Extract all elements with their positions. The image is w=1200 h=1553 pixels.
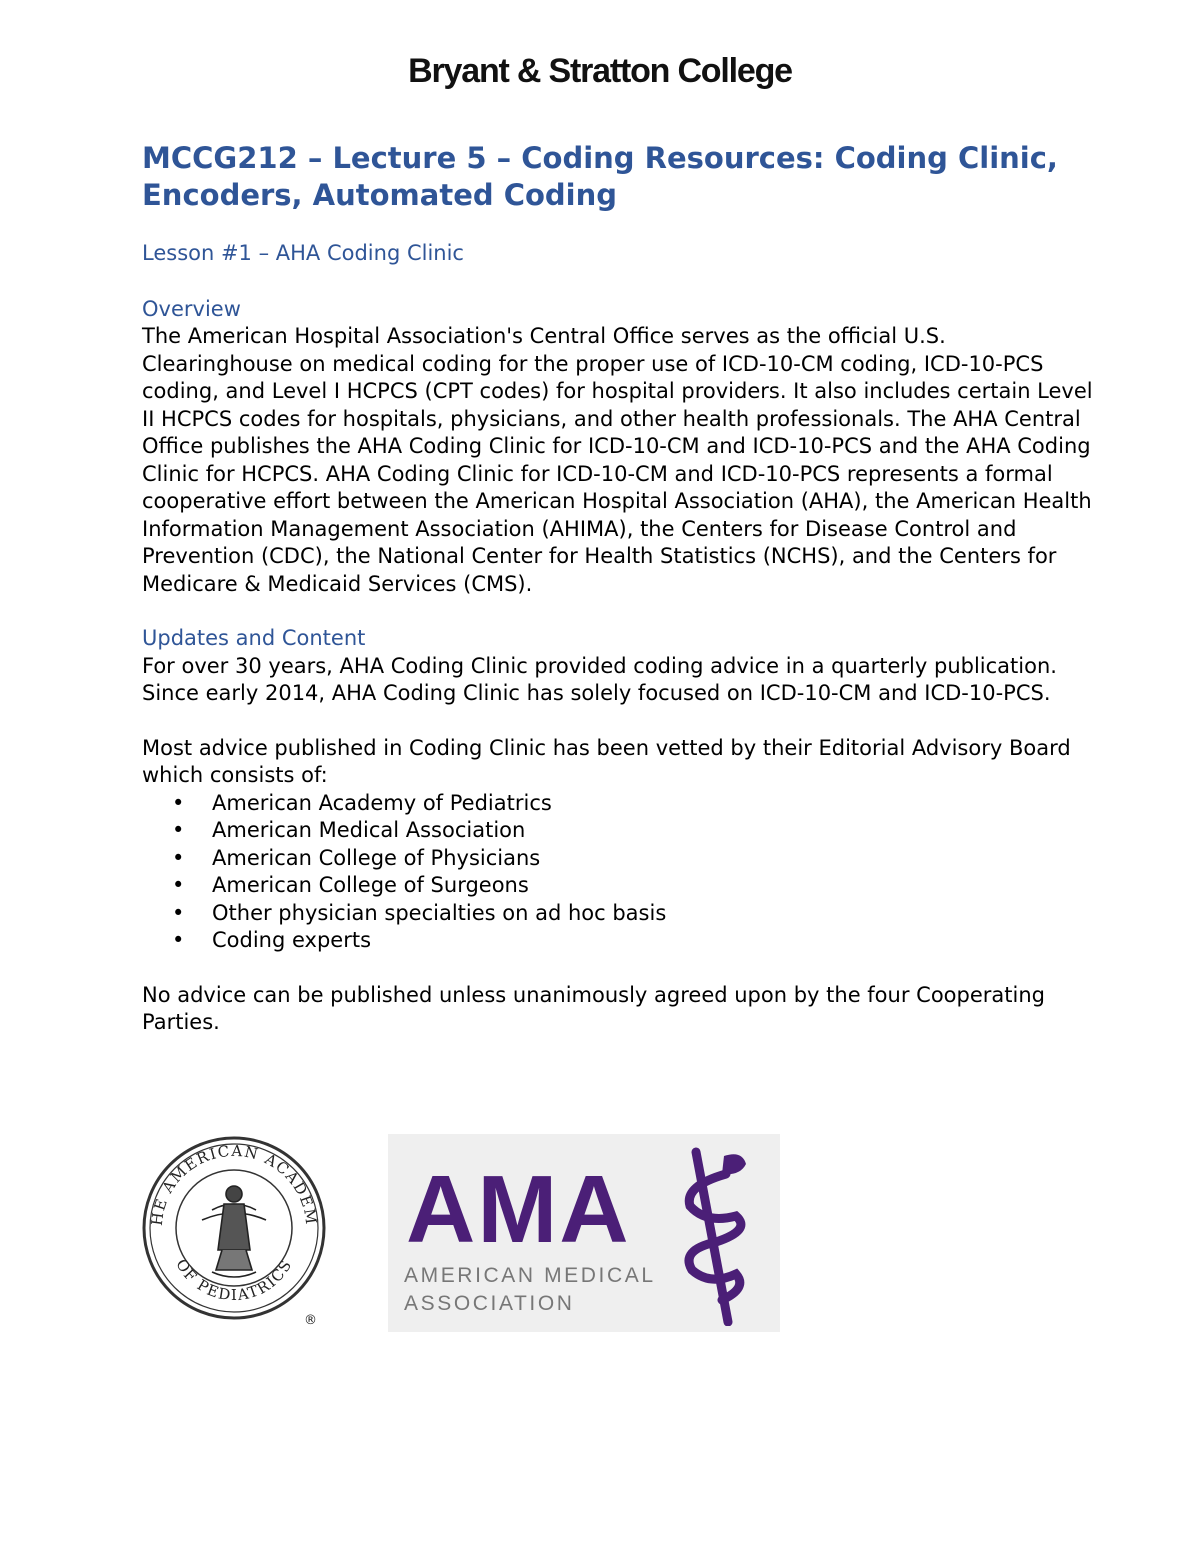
college-logo: Bryant & Stratton College xyxy=(408,52,792,90)
document-body xyxy=(142,240,1102,1037)
ama-logo-line-2: ASSOCIATION xyxy=(404,1292,575,1315)
list-item: • American College of Surgeons xyxy=(142,872,1102,900)
list-item: • Other physician specialties on ad hoc basis xyxy=(142,900,1102,928)
caduceus-icon xyxy=(666,1146,756,1326)
logo-row xyxy=(142,1132,782,1334)
list-item: • American College of Physicians xyxy=(142,845,1102,873)
updates-paragraph-2: Most advice published in Coding Clinic has been vetted by their Editorial Advisory Board which consists of: xyxy=(142,735,1071,787)
list-item: • Coding experts xyxy=(142,927,1102,955)
aap-seal-logo xyxy=(142,1132,342,1332)
list-item: • American Academy of Pediatrics xyxy=(142,790,1102,818)
updates-paragraph-3: No advice can be published unless unanimously agreed upon by the four Cooperating Parties. xyxy=(142,982,1045,1034)
ama-logo xyxy=(388,1134,780,1332)
lesson-heading: Lesson #1 – AHA Coding Clinic xyxy=(142,241,464,265)
updates-paragraph-1: For over 30 years, AHA Coding Clinic provided coding advice in a quarterly publication. Since early 2014, AHA Coding Clinic has solely focused on ICD-10-CM and ICD-10-PCS. xyxy=(142,653,1057,705)
seal-top-text: HE AMERICAN ACADEM xyxy=(147,1141,321,1227)
overview-heading: Overview xyxy=(142,296,241,321)
list-item: • American Medical Association xyxy=(142,817,1102,845)
updates-heading: Updates and Content xyxy=(142,626,366,650)
registered-mark: ® xyxy=(304,1313,317,1328)
page-title: MCCG212 – Lecture 5 – Coding Resources: Coding Clinic, Encoders, Automated Coding xyxy=(142,141,1058,212)
seal-bottom-text: OF PEDIATRICS xyxy=(172,1255,296,1305)
overview-paragraph: The American Hospital Association's Central Office serves as the official U.S. Clearinghouse on medical coding for the proper use of ICD-10-CM coding, ICD-10-PCS coding, and Level I HCPCS (CPT codes) for hospital providers. It also includes certain Level II HCPCS codes for hospitals, physicians, and other health professionals. The AHA Central Office publishes the AHA Coding Clinic for ICD-10-CM and ICD-10-PCS and the AHA Coding Clinic for HCPCS. AHA Coding Clinic for ICD-10-CM and ICD-10-PCS represents a formal cooperative effort between the American Hospital Association (AHA), the American Health Information Management Association (AHIMA), the Centers for Disease Control and Prevention (CDC), the National Center for Health Statistics (NCHS), and the Centers for Medicare & Medicaid Services (CMS). xyxy=(142,324,1093,596)
ama-logo-letters: AMA xyxy=(406,1156,631,1263)
seal-figure-icon xyxy=(202,1186,266,1277)
ama-logo-line-1: AMERICAN MEDICAL xyxy=(404,1264,656,1287)
editorial-board-list xyxy=(142,790,1102,955)
